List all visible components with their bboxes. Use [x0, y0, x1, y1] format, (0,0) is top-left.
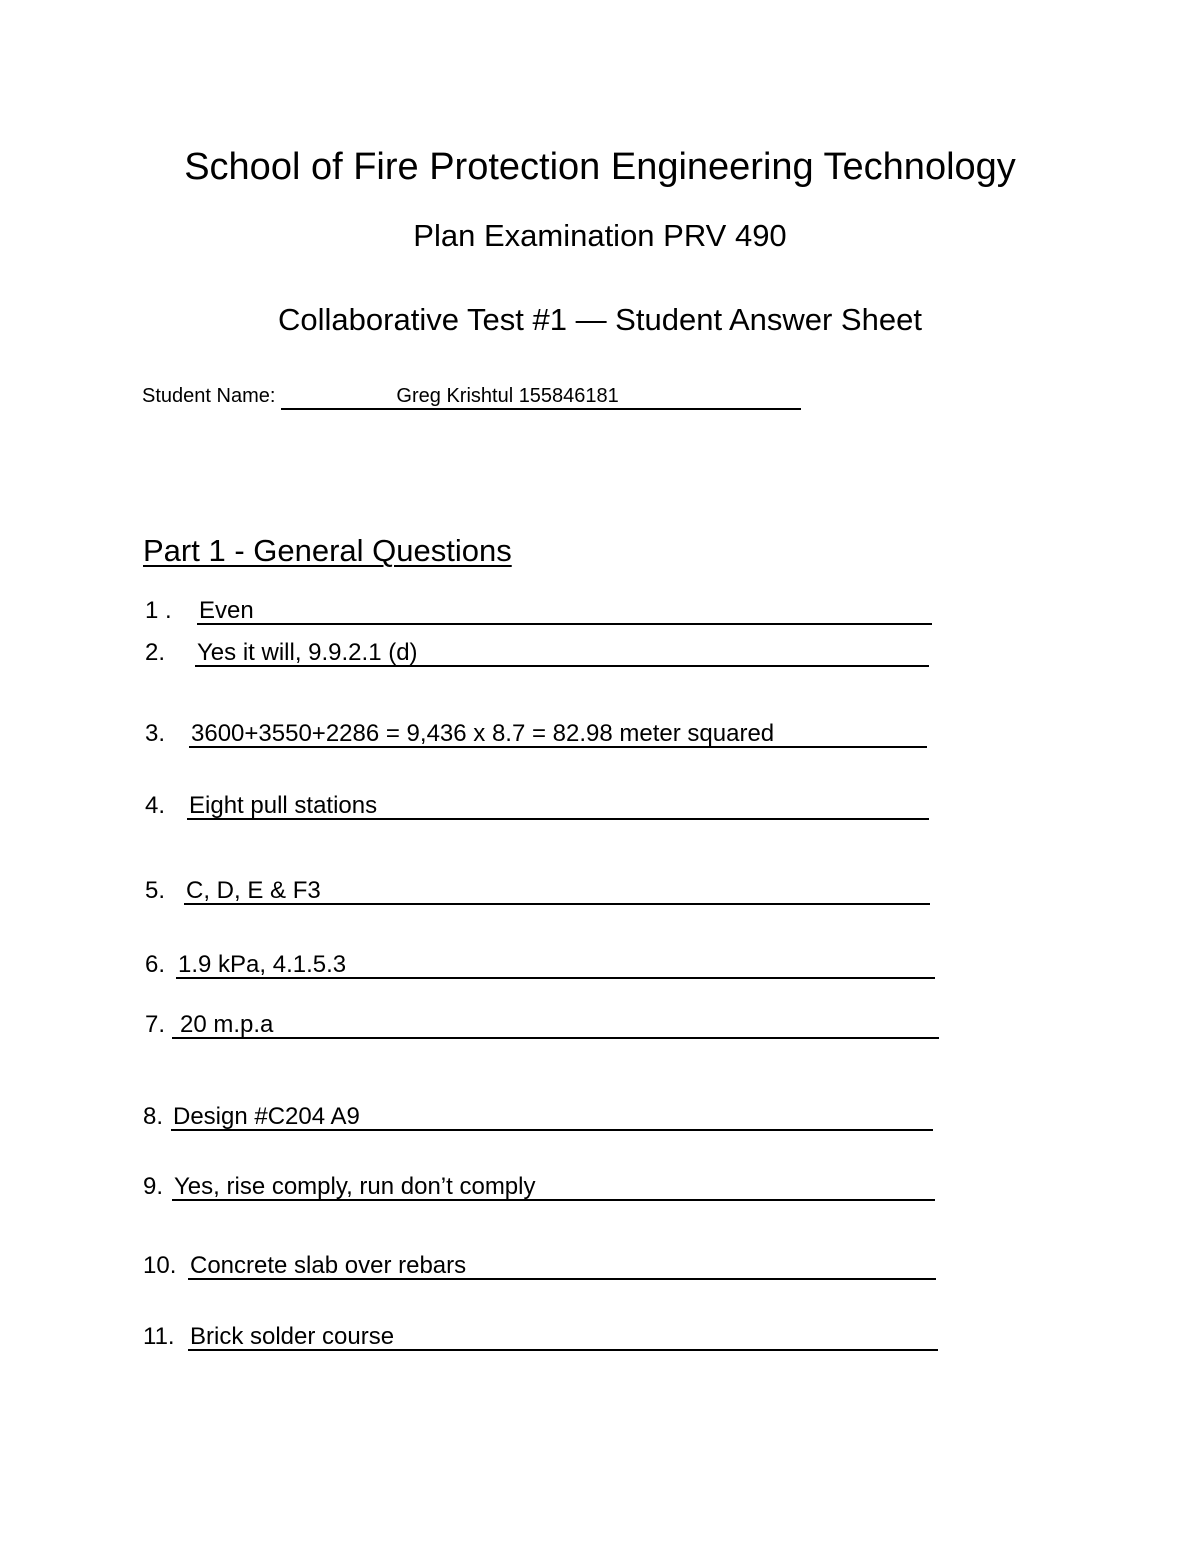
- question-number: 4.: [145, 792, 166, 819]
- question-number: 10.: [143, 1252, 177, 1279]
- question-row: [145, 950, 347, 980]
- question-row: [145, 791, 378, 821]
- question-row: [143, 1102, 360, 1132]
- course-title: Plan Examination PRV 490: [413, 218, 787, 253]
- answer-text: 1.9 kPa, 4.1.5.3: [176, 950, 935, 979]
- question-number: 9.: [143, 1173, 164, 1200]
- question-row: [145, 638, 418, 668]
- student-name-value: Greg Krishtul 155846181: [281, 384, 801, 410]
- question-row: [145, 1010, 274, 1040]
- part-1-heading: Part 1 - General Questions: [143, 533, 512, 568]
- question-row: [143, 1251, 467, 1281]
- answer-text: Eight pull stations: [187, 791, 929, 820]
- question-row: [143, 1172, 536, 1202]
- answer-text: 20 m.p.a: [172, 1010, 939, 1039]
- question-number: 8.: [143, 1103, 164, 1130]
- answer-text: 3600+3550+2286 = 9,436 x 8.7 = 82.98 meter squared: [189, 719, 927, 748]
- question-row: [143, 1322, 395, 1352]
- answer-text: Even: [197, 596, 932, 625]
- question-number: 6.: [145, 951, 166, 978]
- test-title: Collaborative Test #1 — Student Answer Sheet: [278, 302, 922, 337]
- question-row: [145, 596, 254, 626]
- question-row: [145, 876, 321, 906]
- answer-text: Design #C204 A9: [171, 1102, 933, 1131]
- answer-text: Yes it will, 9.9.2.1 (d): [195, 638, 929, 667]
- question-number: 5.: [145, 877, 166, 904]
- question-number: 1 .: [145, 597, 172, 624]
- question-number: 7.: [145, 1011, 166, 1038]
- question-number: 3.: [145, 720, 166, 747]
- answer-text: Brick solder course: [188, 1322, 938, 1351]
- question-number: 11.: [143, 1323, 175, 1350]
- question-number: 2.: [145, 639, 166, 666]
- answer-text: C, D, E & F3: [184, 876, 930, 905]
- question-row: [145, 719, 775, 749]
- answer-text: Yes, rise comply, run don’t comply: [172, 1172, 935, 1201]
- school-title: School of Fire Protection Engineering Technology: [184, 146, 1016, 188]
- student-name-row: [142, 384, 801, 410]
- student-name-label: Student Name:: [142, 385, 276, 407]
- answer-text: Concrete slab over rebars: [188, 1251, 936, 1280]
